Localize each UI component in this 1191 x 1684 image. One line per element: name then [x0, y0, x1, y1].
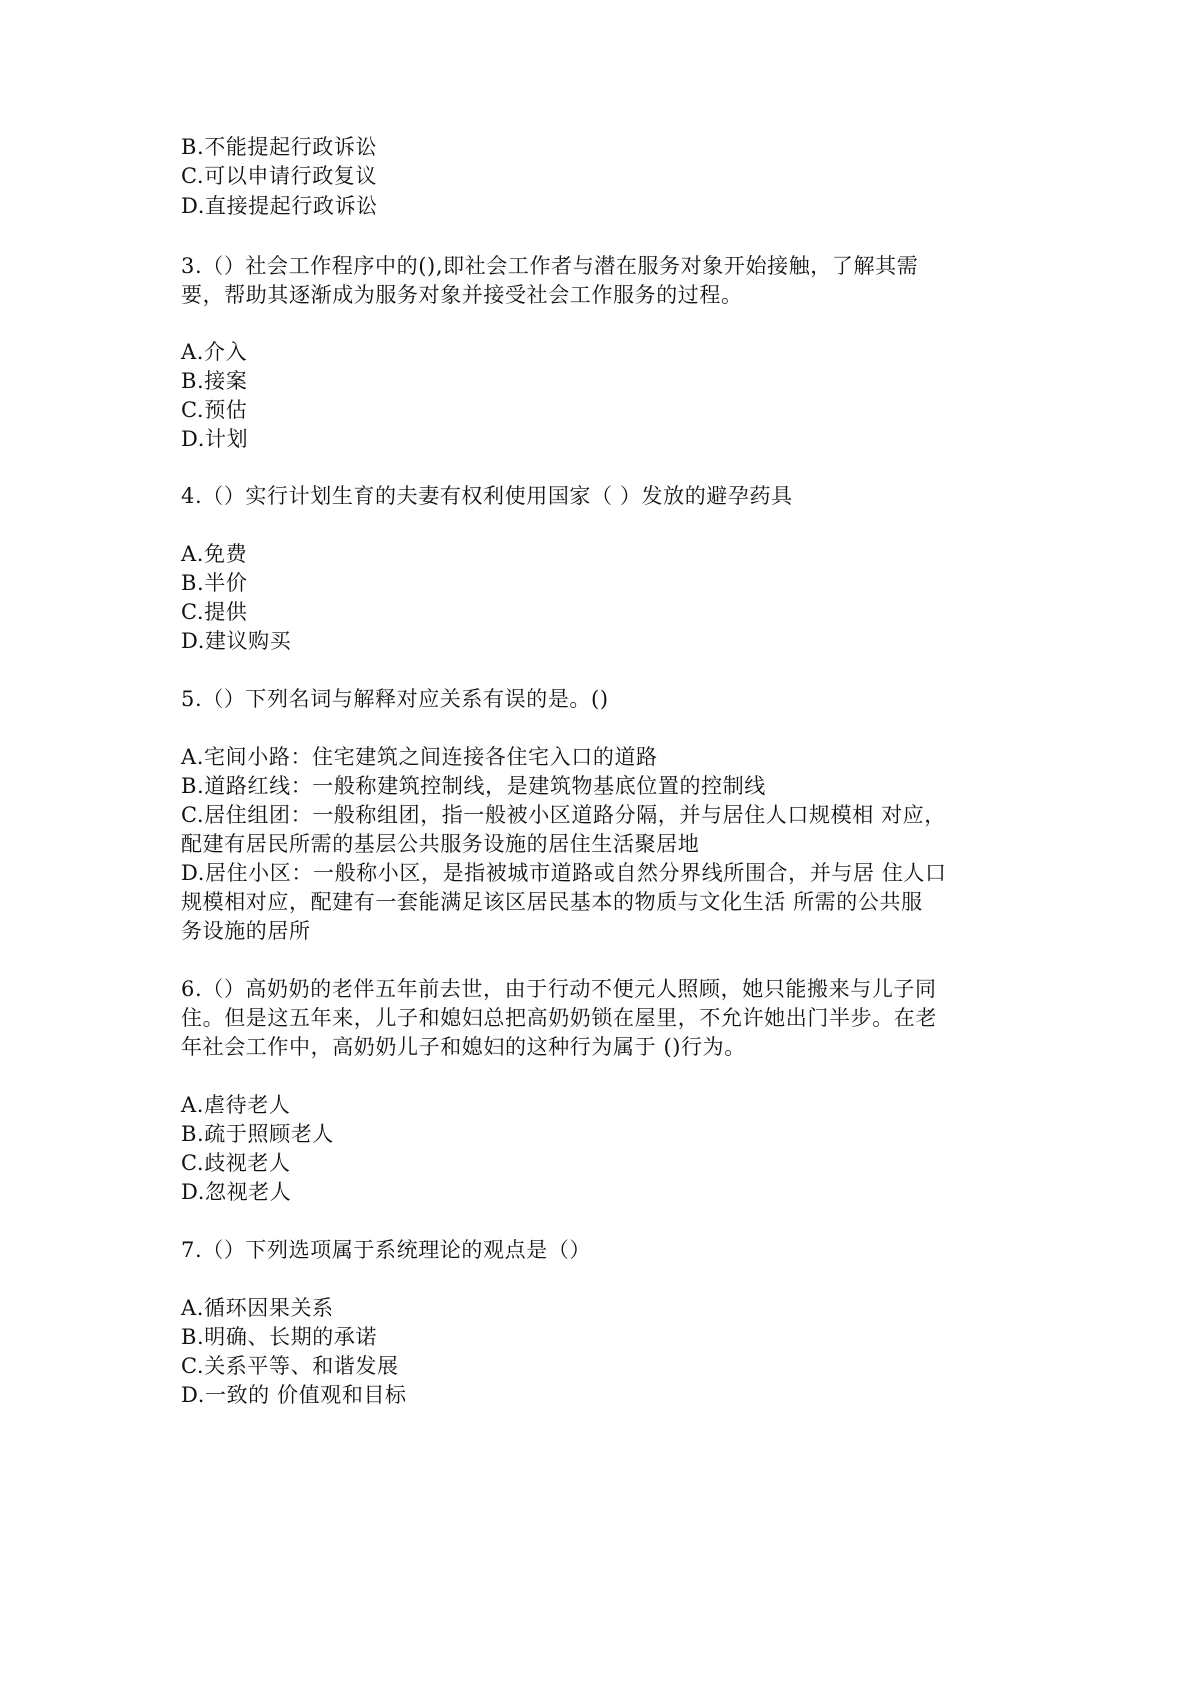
q4-stem-line-1: 4.（）实行计划生育的夫妻有权利使用国家（ ）发放的避孕药具	[181, 484, 793, 508]
q5-option-line-3: C.居住组团：一般称组团，指一般被小区道路分隔，并与居住人口规模相 对应，	[181, 803, 946, 827]
q5-option-line-6: 规模相对应，配建有一套能满足该区居民基本的物质与文化生活 所需的公共服	[181, 890, 923, 914]
q3-stem-line-1: 3.（）社会工作程序中的(),即社会工作者与潜在服务对象开始接触，了解其需	[181, 254, 919, 278]
q5-option-line-4: 配建有居民所需的基层公共服务设施的居住生活聚居地	[181, 832, 700, 856]
q6-option-d: D.忽视老人	[181, 1180, 292, 1204]
q3-option-a: A.介入	[181, 340, 248, 364]
q7-option-c: C.关系平等、和谐发展	[181, 1354, 399, 1378]
q3-option-b: B.接案	[181, 369, 248, 393]
q5-option-line-7: 务设施的居所	[181, 919, 311, 943]
q6-option-b: B.疏于照顾老人	[181, 1122, 334, 1146]
q5-stem-line-1: 5.（）下列名词与解释对应关系有误的是。()	[181, 687, 609, 711]
q4-option-b: B.半价	[181, 571, 248, 595]
q5-option-line-2: B.道路红线：一般称建筑控制线，是建筑物基底位置的控制线	[181, 774, 766, 798]
q2-option-d: D.直接提起行政诉讼	[181, 194, 378, 218]
q6-option-a: A.虐待老人	[181, 1093, 291, 1117]
q2-option-c: C.可以申请行政复议	[181, 164, 377, 188]
q3-option-d: D.计划	[181, 427, 249, 451]
q6-stem-line-3: 年社会工作中，高奶奶儿子和媳妇的这种行为属于 ()行为。	[181, 1035, 746, 1059]
q6-option-c: C.歧视老人	[181, 1151, 291, 1175]
q4-option-c: C.提供	[181, 600, 248, 624]
q7-option-b: B.明确、长期的承诺	[181, 1325, 378, 1349]
q5-option-line-1: A.宅间小路：住宅建筑之间连接各住宅入口的道路	[181, 745, 658, 769]
q5-option-line-5: D.居住小区：一般称小区，是指被城市道路或自然分界线所围合，并与居 住人口	[181, 861, 947, 885]
q2-option-b: B.不能提起行政诉讼	[181, 135, 378, 159]
q6-stem-line-1: 6.（）高奶奶的老伴五年前去世，由于行动不便元人照顾，她只能搬来与儿子同	[181, 977, 937, 1001]
q7-option-a: A.循环因果关系	[181, 1296, 334, 1320]
q3-stem-line-2: 要，帮助其逐渐成为服务对象并接受社会工作服务的过程。	[181, 283, 743, 307]
q3-option-c: C.预估	[181, 398, 248, 422]
q4-option-a: A.免费	[181, 542, 248, 566]
q4-option-d: D.建议购买	[181, 629, 292, 653]
q7-option-d: D.一致的 价值观和目标	[181, 1383, 407, 1407]
q6-stem-line-2: 住。但是这五年来，儿子和媳妇总把高奶奶锁在屋里，不允许她出门半步。在老	[181, 1006, 937, 1030]
q7-stem-line-1: 7.（）下列选项属于系统理论的观点是（）	[181, 1238, 592, 1262]
